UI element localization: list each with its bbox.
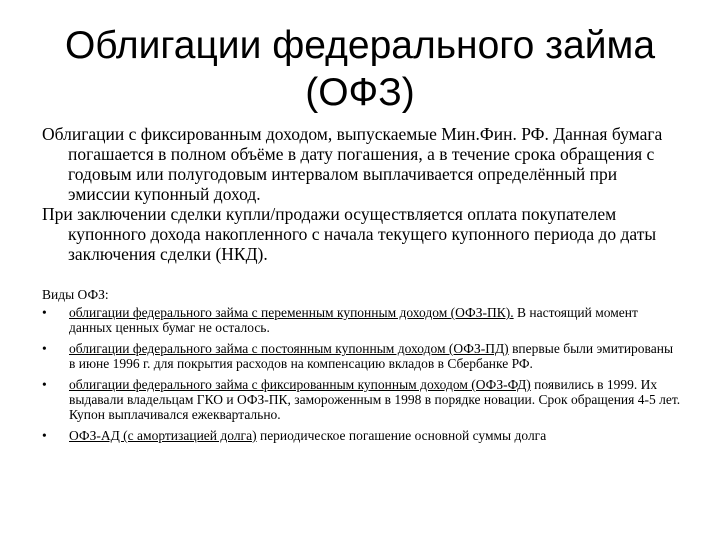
paragraph-definition: Облигации с фиксированным доходом, выпускаемые Мин.Фин. РФ. Данная бумага погашается в полном объёме в дату погашения, а в течение срока обращения с годовым или полугодовым интервалом выплачивается определённый при эмиссии купонный доход. [42,124,663,204]
list-item-text: впервые были эмитированы в июне 1996 г. для покрытия расходов на компенсацию вкладов в Сбербанке РФ. [69,341,674,371]
paragraph-nkd: При заключении сделки купли/продажи осуществляется оплата покупателем купонного дохода накопленного с начала текущего купонного периода до даты заключения сделки (НКД). [42,204,657,264]
list-item-text: В настоящий момент данных ценных бумаг не осталось. [69,305,638,335]
link-ofz-pk[interactable]: облигации федерального займа с переменным купонным доходом (ОФЗ-ПК). [69,305,514,320]
list-item [42,305,682,335]
link-ofz-ad[interactable]: ОФЗ-АД (с амортизацией долга) [69,428,257,443]
list-item-text: появились в 1999. Их выдавали владельцам ГКО и ОФЗ-ПК, замороженным в 1998 в порядке новации. Срок обращения 4-5 лет. Купон выплачивался ежеквартально. [69,377,681,422]
list-item [42,428,682,443]
slide-body [42,124,682,449]
bullet-icon: • [42,428,47,443]
list-item [42,377,682,422]
bullet-icon: • [42,305,47,320]
bullet-icon: • [42,377,47,392]
types-list [42,305,682,443]
title-line-1: Облигации федерального займа [64,24,656,67]
link-ofz-fd[interactable]: облигации федерального займа с фиксированным купонным доходом (ОФЗ-ФД) [69,377,531,392]
list-item-text: периодическое погашение основной суммы долга [256,428,547,443]
link-ofz-pd[interactable]: облигации федерального займа с постоянным купонным доходом (ОФЗ-ПД) [69,341,509,356]
bullet-icon: • [42,341,47,356]
list-item [42,341,682,371]
types-heading: Виды ОФЗ: [42,287,109,302]
slide-title [0,22,720,116]
title-line-2: (ОФЗ) [305,71,415,114]
